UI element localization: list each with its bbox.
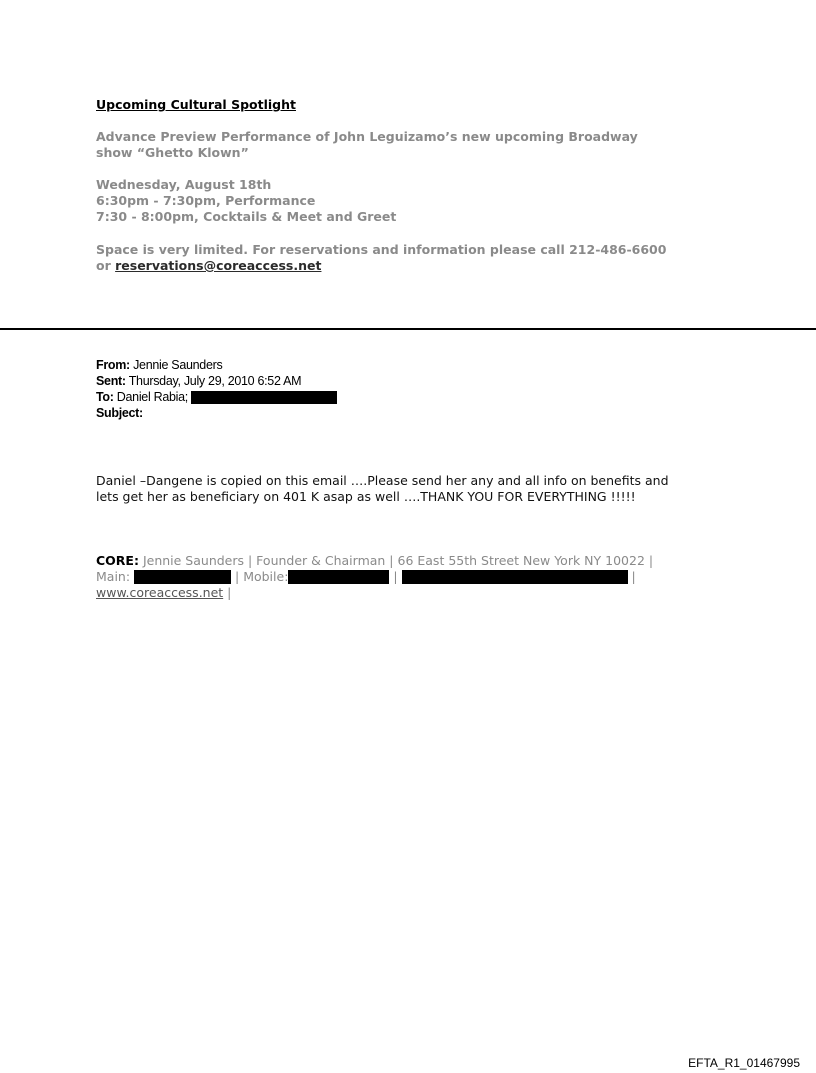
spotlight-time-1: 6:30pm - 7:30pm, Performance — [96, 193, 316, 208]
section-divider — [0, 328, 816, 330]
spotlight-time-2: 7:30 - 8:00pm, Cocktails & Meet and Greet — [96, 209, 397, 224]
sent-value: Thursday, July 29, 2010 6:52 AM — [125, 374, 302, 388]
spotlight-description — [96, 129, 638, 161]
sent-label: Sent: — [96, 374, 126, 388]
sent-row — [96, 373, 337, 389]
reservations-line-1: Space is very limited. For reservations and information please call 212-486-6600 — [96, 242, 667, 257]
signature-separator: | — [627, 569, 636, 584]
spotlight-heading: Upcoming Cultural Spotlight — [96, 97, 296, 112]
website-link[interactable]: www.coreaccess.net — [96, 585, 224, 600]
signature-details: Jennie Saunders | Founder & Chairman | 66 East 55th Street New York NY 10022 | — [138, 553, 654, 568]
signature-core: CORE: — [96, 553, 139, 568]
signature-separator: | — [389, 569, 402, 584]
reservations-prefix: or — [96, 258, 116, 273]
email-body — [96, 473, 669, 505]
redaction-bar — [134, 570, 231, 584]
spotlight-line-1: Advance Preview Performance of John Leguizamo’s new upcoming Broadway — [96, 129, 638, 144]
email-signature — [96, 553, 653, 601]
signature-main-label: Main: — [96, 569, 135, 584]
spotlight-line-2: show “Ghetto Klown” — [96, 145, 249, 160]
signature-separator: | — [223, 585, 232, 600]
body-line-2: lets get her as beneficiary on 401 K asap as well ….THANK YOU FOR EVERYTHING !!!!! — [96, 489, 636, 504]
body-line-1: Daniel –Dangene is copied on this email ….Please send her any and all info on benefits and — [96, 473, 669, 488]
spotlight-reservations — [96, 242, 666, 274]
spotlight-schedule — [96, 177, 396, 225]
document-id: EFTA_R1_01467995 — [688, 1056, 800, 1070]
from-label: From: — [96, 358, 130, 372]
from-row — [96, 357, 337, 373]
subject-row — [96, 405, 337, 421]
redaction-bar — [288, 570, 389, 584]
subject-label: Subject: — [96, 406, 143, 420]
to-value: Daniel Rabia; — [113, 390, 192, 404]
signature-mobile-label: | Mobile: — [231, 569, 289, 584]
signature-line-3 — [96, 585, 653, 601]
redaction-bar — [402, 570, 628, 584]
email-header — [96, 357, 337, 421]
from-value: Jennie Saunders — [129, 358, 223, 372]
reservations-line-2 — [96, 258, 666, 274]
reservations-email-link[interactable]: reservations@coreaccess.net — [115, 258, 322, 273]
spotlight-date: Wednesday, August 18th — [96, 177, 272, 192]
redaction-bar — [191, 391, 337, 404]
to-row — [96, 389, 337, 405]
to-label: To: — [96, 390, 114, 404]
signature-line-1 — [96, 553, 653, 569]
signature-line-2 — [96, 569, 653, 585]
